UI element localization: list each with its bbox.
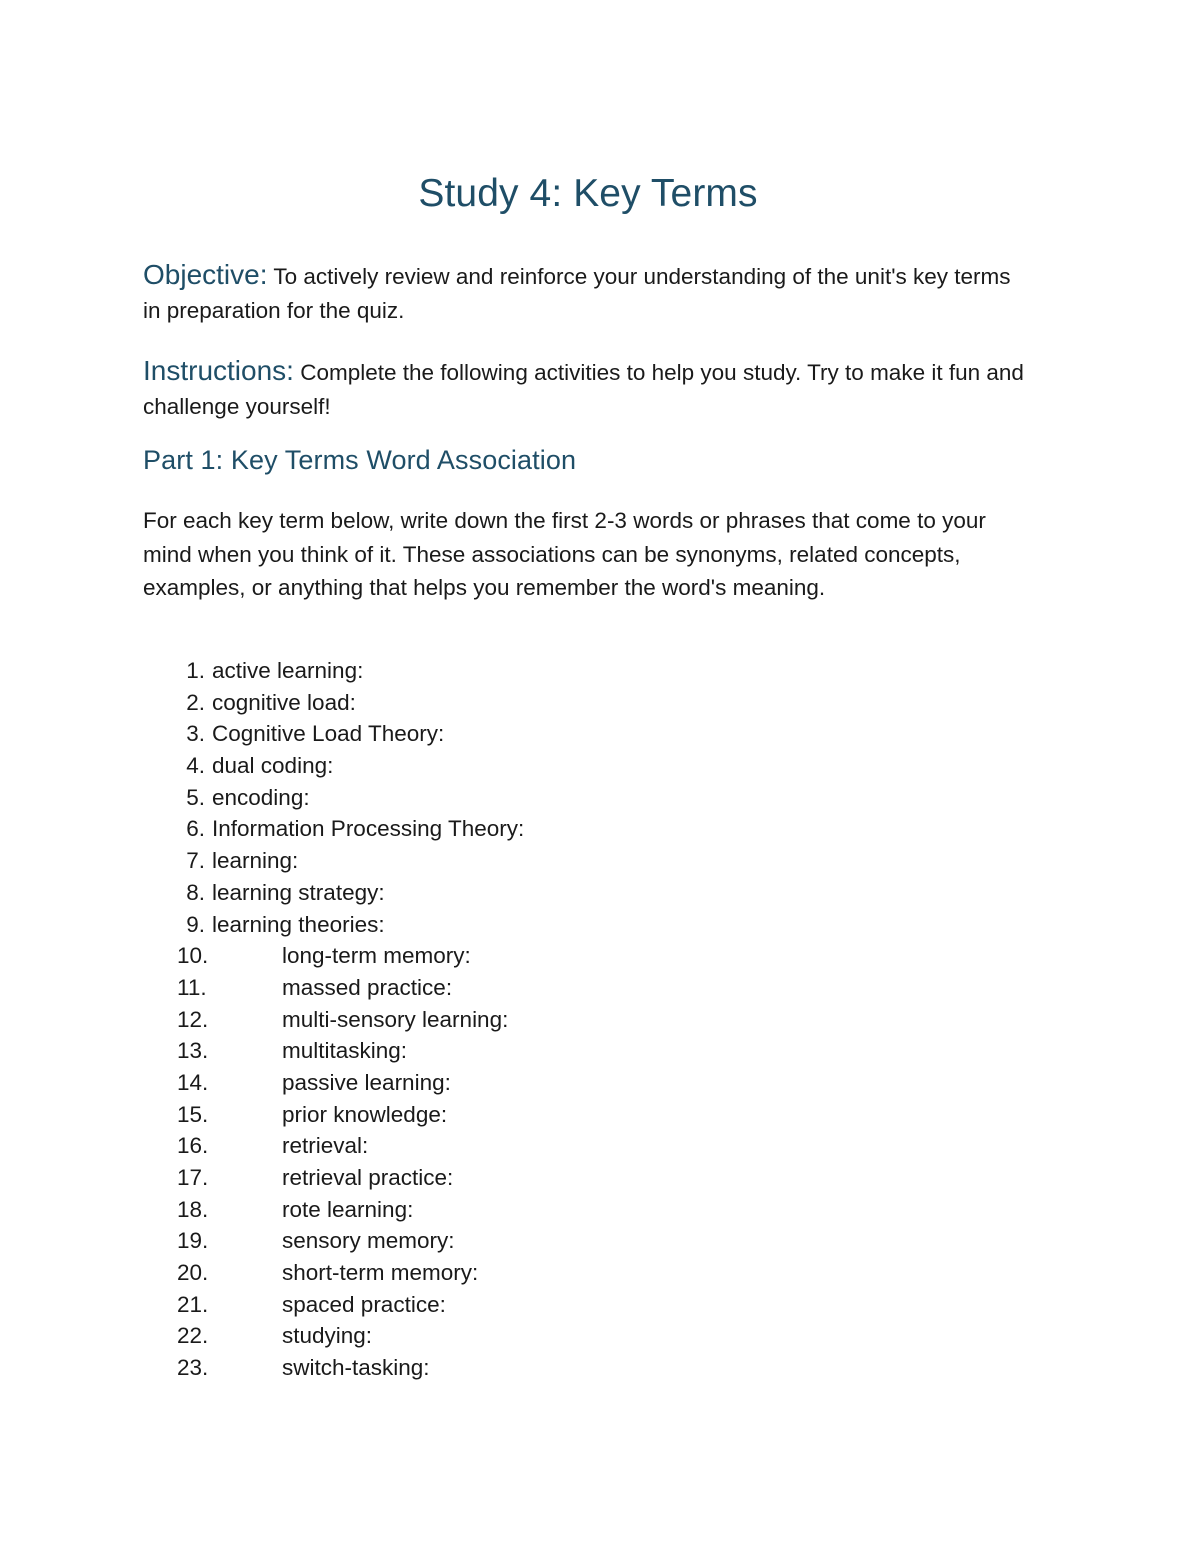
list-item-number: 15. [177,1101,209,1127]
list-item-number: 12. [177,1006,209,1032]
list-item [143,750,1033,782]
list-item-number: 7. [186,848,205,874]
list-item-number: 9. [186,911,205,937]
list-item-label: Cognitive Load Theory: [212,721,445,747]
list-item-number: 8. [186,879,205,905]
list-item-label: multi-sensory learning: [282,1006,509,1032]
list-item [143,1130,1033,1162]
part1-heading: Part 1: Key Terms Word Association [143,445,577,475]
list-item-number: 13. [177,1038,209,1064]
list-item [143,845,1033,877]
part1-directions: For each key term below, write down the first 2-3 words or phrases that come to your mind when you think of it. These associations can be synonyms, related concepts, examples, or anything that helps you remember the word's meaning. [143,508,986,600]
list-item-number: 21. [177,1291,209,1317]
list-item-label: learning strategy: [212,879,385,905]
list-item [143,813,1033,845]
objective-paragraph [143,258,1033,327]
list-item [143,782,1033,814]
instructions-paragraph [143,354,1033,423]
list-item-label: encoding: [212,784,310,810]
list-item-label: multitasking: [282,1038,408,1064]
list-item [143,972,1033,1004]
list-item-number: 5. [186,784,205,810]
list-item [143,1004,1033,1036]
list-item [143,1067,1033,1099]
list-item-number: 23. [177,1355,209,1381]
list-item-label: learning: [212,848,299,874]
list-item [143,1099,1033,1131]
list-item [143,909,1033,941]
list-item [143,1162,1033,1194]
list-item [143,687,1033,719]
list-item-number: 11. [177,974,207,1000]
key-terms-list [143,655,1033,1384]
list-item [143,718,1033,750]
list-item-number: 20. [177,1260,209,1286]
list-item-label: retrieval practice: [282,1165,454,1190]
list-item-label: sensory memory: [282,1228,455,1254]
list-item-label: switch-tasking: [282,1355,430,1381]
list-item [143,1194,1033,1226]
list-item [143,1035,1033,1067]
list-item-number: 4. [186,753,205,779]
list-item [143,1352,1033,1384]
list-item [143,877,1033,909]
list-item-label: retrieval: [282,1133,369,1159]
list-item [143,940,1033,972]
list-item-label: studying: [282,1323,373,1349]
list-item-label: rote learning: [282,1196,414,1222]
list-item-label: short-term memory: [282,1260,479,1286]
list-item-number: 16. [177,1133,209,1159]
list-item-label: massed practice: [282,974,453,1000]
list-item-label: cognitive load: [212,689,356,715]
list-item-label: long-term memory: [282,943,471,969]
instructions-label: Instructions: [143,355,294,386]
list-item-label: spaced practice: [282,1291,446,1317]
list-item [143,1225,1033,1257]
list-item-number: 10. [177,943,209,969]
list-item-label: dual coding: [212,753,334,779]
list-item-label: active learning: [212,658,364,683]
list-item-label: prior knowledge: [282,1101,448,1127]
list-item-number: 3. [186,721,205,747]
list-item-number: 6. [186,816,205,842]
list-item-number: 1. [186,658,205,683]
page-title: Study 4: Key Terms [418,172,758,215]
list-item [143,1320,1033,1352]
list-item-number: 19. [177,1228,209,1254]
list-item-number: 22. [177,1323,209,1349]
list-item-label: passive learning: [282,1069,451,1095]
objective-label: Objective: [143,259,268,290]
list-item [143,1257,1033,1289]
instructions-text: Complete the following activities to help you study. Try to make it fun and challenge yourself! [143,360,1024,419]
list-item-number: 2. [186,689,205,715]
list-item-label: learning theories: [212,911,385,937]
list-item-label: Information Processing Theory: [212,816,525,842]
list-item [143,1289,1033,1321]
list-item-number: 17. [177,1165,209,1190]
list-item [143,655,1033,687]
objective-text: To actively review and reinforce your understanding of the unit's key terms in preparation for the quiz. [143,264,1011,323]
list-item-number: 18. [177,1196,209,1222]
list-item-number: 14. [177,1069,209,1095]
